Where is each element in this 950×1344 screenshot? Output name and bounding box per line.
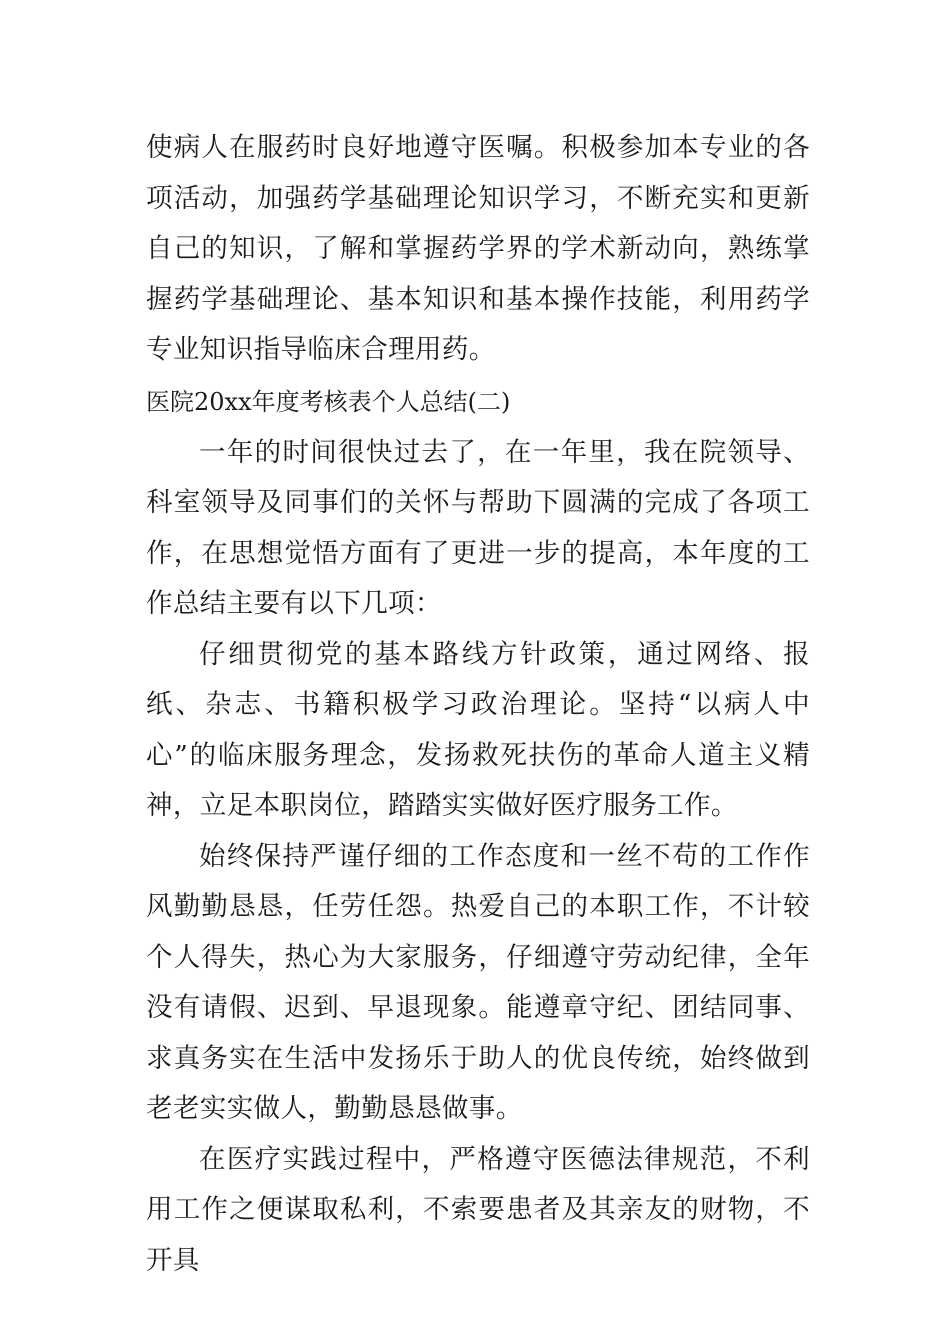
paragraph-intro: 一年的时间很快过去了，在一年里，我在院领导、科室领导及同事们的关怀与帮助下圆满的完成了各项工作，在思想觉悟方面有了更进一步的提高，本年度的工作总结主要有以下几项： (146, 436, 810, 619)
paragraph-medical-ethics: 在医疗实践过程中，严格遵守医德法律规范，不利用工作之便谋取私利，不索要患者及其亲友的财物，不开具 (146, 1143, 810, 1276)
paragraph-work-attitude: 始终保持严谨仔细的工作态度和一丝不苟的工作作风勤勤恳恳，任劳任怨。热爱自己的本职工作，不计较个人得失，热心为大家服务，仔细遵守劳动纪律，全年没有请假、迟到、早退现象。能遵章守纪、团结同事、求真务实在生活中发扬乐于助人的优良传统，始终做到老老实实做人，勤勤恳恳做事。 (146, 840, 810, 1124)
section-heading: 医院20xx年度考核表个人总结(二) (146, 387, 511, 416)
paragraph-continued: 使病人在服药时良好地遵守医嘱。积极参加本专业的各项活动，加强药学基础理论知识学习，不断充实和更新自己的知识，了解和掌握药学界的学术新动向，熟练掌握药学基础理论、基本知识和基本操作技能，利用药学专业知识指导临床合理用药。 (146, 132, 810, 365)
document-body (146, 123, 810, 1286)
paragraph-politics: 仔细贯彻党的基本路线方针政策，通过网络、报纸、杂志、书籍积极学习政治理论。坚持“以病人中心”的临床服务理念，发扬救死扶伤的革命人道主义精神，立足本职岗位，踏踏实实做好医疗服务工作。 (146, 638, 810, 821)
